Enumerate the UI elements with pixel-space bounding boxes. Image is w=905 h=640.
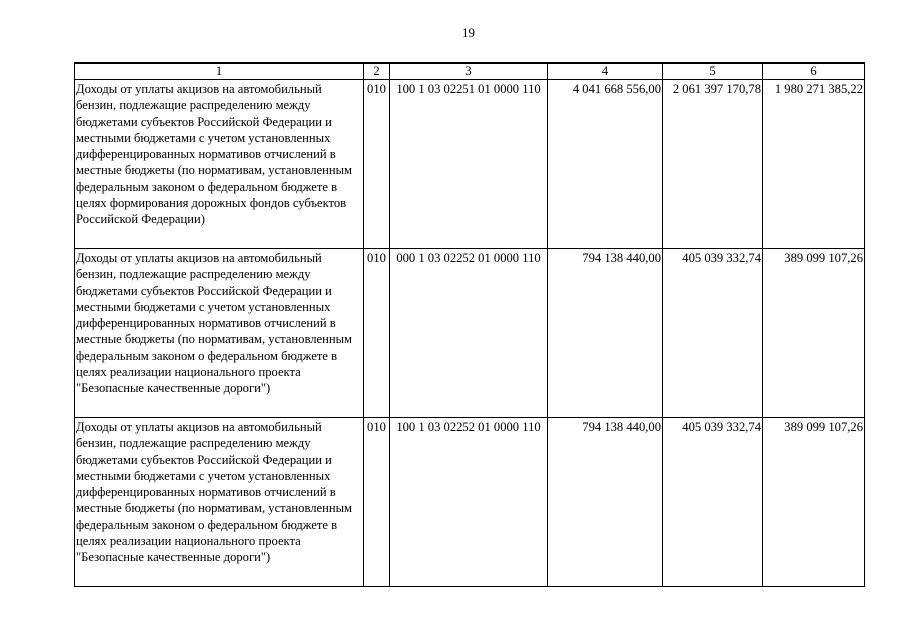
amount-col4-cell: 794 138 440,00 — [548, 249, 663, 418]
amount-col5-cell: 2 061 397 170,78 — [663, 80, 763, 249]
line-code-cell: 010 — [364, 80, 390, 249]
column-header-4: 4 — [548, 63, 663, 80]
line-code-cell: 010 — [364, 249, 390, 418]
revenue-name-cell: Доходы от уплаты акцизов на автомобильный бензин, подлежащие распределению между бюджетами субъектов Российской Федерации и местными бюджетами с учетом установленных дифференцированных нормативов отчислений в местные бюджеты (по нормативам, установленным федеральным законом о федеральном бюджете в целях реализации национального проекта "Безопасные качественные дороги") — [75, 249, 364, 418]
amount-col6-cell: 1 980 271 385,22 — [763, 80, 865, 249]
column-header-5: 5 — [663, 63, 763, 80]
revenue-name-cell: Доходы от уплаты акцизов на автомобильный бензин, подлежащие распределению между бюджетами субъектов Российской Федерации и местными бюджетами с учетом установленных дифференцированных нормативов отчислений в местные бюджеты (по нормативам, установленным федеральным законом о федеральном бюджете в целях реализации национального проекта "Безопасные качественные дороги") — [75, 418, 364, 587]
line-code-cell: 010 — [364, 418, 390, 587]
table-row — [75, 249, 865, 418]
amount-col4-cell: 794 138 440,00 — [548, 418, 663, 587]
amount-col4-cell: 4 041 668 556,00 — [548, 80, 663, 249]
column-header-6: 6 — [763, 63, 865, 80]
budget-classification-code-cell: 000 1 03 02252 01 0000 110 — [390, 249, 548, 418]
revenue-name-cell: Доходы от уплаты акцизов на автомобильный бензин, подлежащие распределению между бюджетами субъектов Российской Федерации и местными бюджетами с учетом установленных дифференцированных нормативов отчислений в местные бюджеты (по нормативам, установленным федеральным законом о федеральном бюджете в целях формирования дорожных фондов субъектов Российской Федерации) — [75, 80, 364, 249]
budget-revenue-table — [74, 62, 865, 587]
column-header-3: 3 — [390, 63, 548, 80]
amount-col5-cell: 405 039 332,74 — [663, 249, 763, 418]
table-row — [75, 80, 865, 249]
amount-col6-cell: 389 099 107,26 — [763, 418, 865, 587]
column-header-2: 2 — [364, 63, 390, 80]
page-number: 19 — [462, 25, 475, 40]
amount-col5-cell: 405 039 332,74 — [663, 418, 763, 587]
budget-classification-code-cell: 100 1 03 02252 01 0000 110 — [390, 418, 548, 587]
budget-classification-code-cell: 100 1 03 02251 01 0000 110 — [390, 80, 548, 249]
table-row — [75, 418, 865, 587]
amount-col6-cell: 389 099 107,26 — [763, 249, 865, 418]
table-header-row — [75, 63, 865, 80]
column-header-1: 1 — [75, 63, 364, 80]
